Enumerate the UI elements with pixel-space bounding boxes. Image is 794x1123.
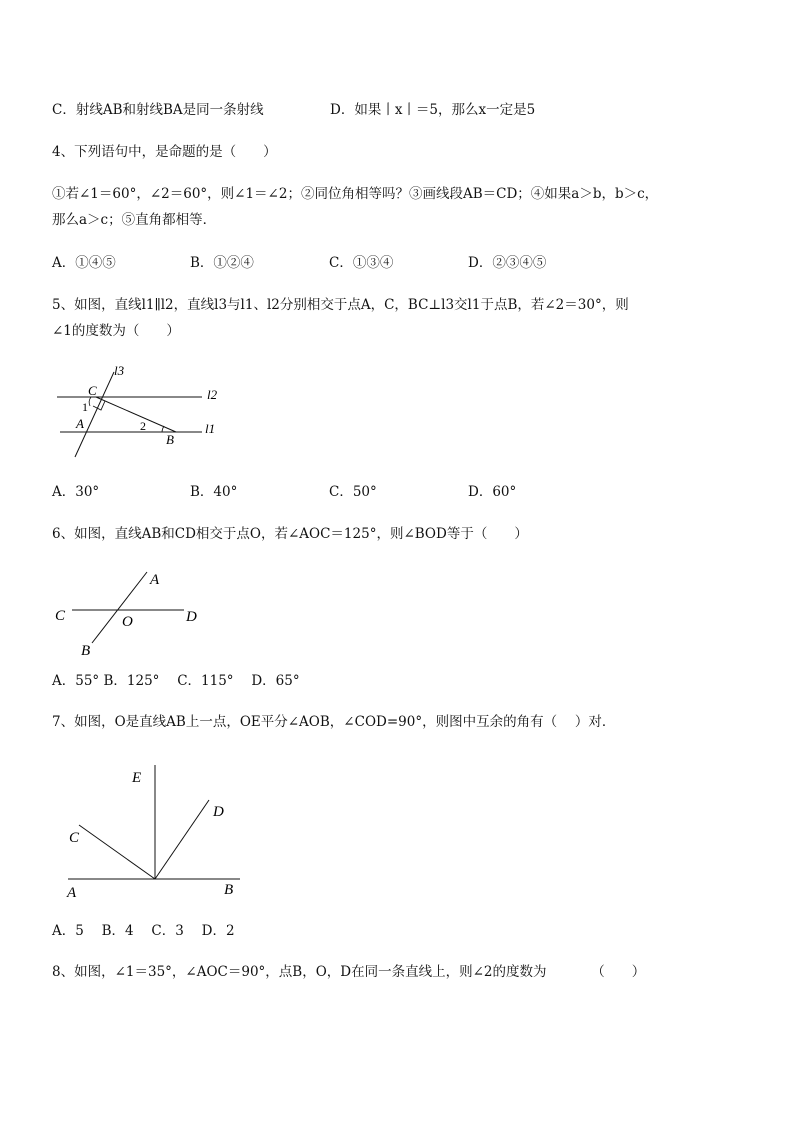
q7-options: A．5 B．4 C．3 D．2 xyxy=(52,923,235,939)
q5-label-c: C xyxy=(88,383,97,398)
q4-option-b: B．①②④ xyxy=(190,255,254,271)
q5-label-angle-1: 1 xyxy=(82,400,88,414)
q4-option-a: A．①④⑤ xyxy=(52,255,116,271)
q3-option-c: C．射线AB和射线BA是同一条射线 xyxy=(52,102,264,118)
q7-label-d: D xyxy=(213,804,224,820)
q4-option-d: D．②③④⑤ xyxy=(468,255,547,271)
q6-label-a: A xyxy=(150,572,160,588)
q6-label-b: B xyxy=(81,643,91,659)
q5-option-c: C．50° xyxy=(329,484,377,500)
q5-label-l1: l1 xyxy=(205,421,216,436)
q5-stem-line-2: ∠1的度数为（ ） xyxy=(52,323,180,339)
q5-segment-cb xyxy=(96,397,176,432)
q6-label-d: D xyxy=(186,609,197,625)
q4-stem: 4、下列语句中，是命题的是（ ） xyxy=(52,144,277,160)
q3-option-d: D．如果丨x丨＝5，那么x一定是5 xyxy=(330,102,536,118)
q5-option-a: A．30° xyxy=(52,484,100,500)
q7-label-a: A xyxy=(67,885,77,901)
q6-stem: 6、如图，直线AB和CD相交于点O，若∠AOC＝125°，则∠BOD等于（ ） xyxy=(52,526,528,542)
q5-label-angle-2: 2 xyxy=(140,419,146,433)
q4-option-c: C．①③④ xyxy=(329,255,394,271)
q5-stem-line-1: 5、如图，直线l1∥l2，直线l3与l1、l2分别相交于点A，C，BC⊥l3交l1于点B，若∠2＝30°，则 xyxy=(52,297,629,313)
q7-ray-oc xyxy=(79,825,155,879)
q5-label-l2: l2 xyxy=(207,387,218,402)
q5-option-b: B．40° xyxy=(190,484,238,500)
q5-label-a: A xyxy=(76,416,84,431)
q6-options: A．55° B．125° C．115° D．65° xyxy=(52,673,300,689)
q6-label-o: O xyxy=(122,614,133,630)
q4-body-line-2: 那么a＞c；⑤直角都相等． xyxy=(52,212,217,228)
q5-angle-1-arc xyxy=(89,397,91,406)
q8-stem: 8、如图，∠1＝35°，∠AOC＝90°，点B，O，D在同一条直线上，则∠2的度数为 （ ） xyxy=(52,964,646,980)
q6-line-ab xyxy=(92,572,147,643)
q7-label-c: C xyxy=(69,830,80,846)
q7-figure xyxy=(50,760,250,905)
q5-angle-2-arc xyxy=(162,426,164,432)
q5-figure xyxy=(50,360,230,460)
q5-option-d: D．60° xyxy=(468,484,517,500)
q7-label-e: E xyxy=(132,770,142,786)
q6-label-c: C xyxy=(55,608,66,624)
q6-figure xyxy=(50,565,210,665)
q7-label-b: B xyxy=(224,882,234,898)
q5-label-b: B xyxy=(166,432,174,447)
q5-label-l3: l3 xyxy=(114,363,125,378)
q7-stem: 7、如图，O是直线AB上一点，OE平分∠AOB，∠COD=90°，则图中互余的角有（ ）对． xyxy=(52,714,616,730)
q4-body-line-1: ①若∠1＝60°，∠2＝60°，则∠1＝∠2；②同位角相等吗？③画线段AB＝CD；④如果a＞b，b＞c， xyxy=(52,186,659,202)
q7-ray-od xyxy=(155,800,209,879)
